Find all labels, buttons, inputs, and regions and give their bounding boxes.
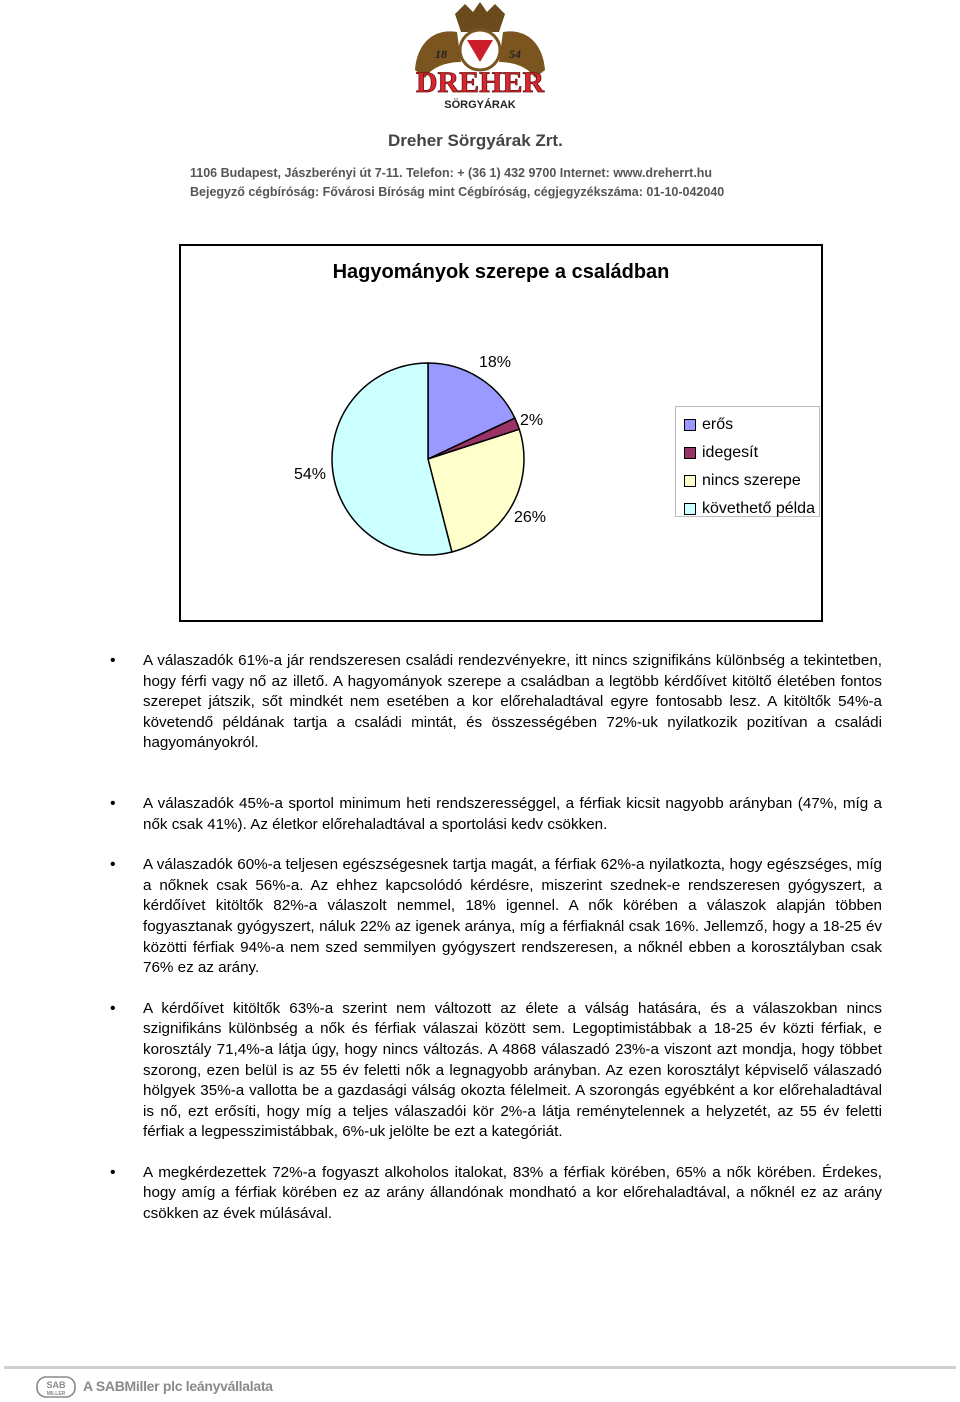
crest-crown-icon [455,2,505,32]
chart-legend [675,406,820,517]
dreher-logo [395,2,565,114]
list-item: • A válaszadók 61%-a jár rendszeresen családi rendezvényekre, itt nincs szignifikáns különbség a tekintetben, hogy férfi vagy nő az illető. A hagyományok szerepe a családban a legtöbb kérdőívet kitöltő életében fontos szerepet játszik, sőt mindkét nem esetében a kor előrehaladtával egyre fontosabb lesz. A kitöltők 54%-a követendő példának tartja a családi mintát, és összességében 72%-uk nyilatkozik pozitívan a családi hagyományokról. [110,651,882,754]
sabmiller-logo-top: SAB [46,1380,66,1390]
logo-year-left: 18 [435,47,447,61]
chart-title: Hagyományok szerepe a családban [332,261,670,283]
legend-item [684,495,819,523]
pie-label-kovetheto-pelda: 54% [294,466,327,483]
legend-label: idegesít [702,444,759,461]
sabmiller-logo [36,1376,76,1398]
list-item: • A válaszadók 45%-a sportol minimum heti rendszerességgel, a férfiak kicsit nagyobb arányban (47%, míg a nők csak 41%). Az életkor előrehaladtával a sportolási kedv csökken. [110,794,882,835]
company-registry: Bejegyző cégbíróság: Fővárosi Bíróság mint Cégbíróság, cégjegyzékszáma: 01-10-042040 [190,185,725,199]
legend-item [684,467,819,495]
list-item: • A válaszadók 60%-a teljesen egészségesnek tartja magát, a férfiak 62%-a nyilatkozta, hogy egészséges, míg a nőknek csak 56%-a. Az ehhez kapcsolódó kérdésre, miszerint szednek-e rendszeresen gyógyszert, a kérdőívet kitöltők 82%-a válaszolt nemmel, 18% igennel. A nők körében a válaszok alapján többen fogyasztanak gyógyszert, náluk 22% az igenek aránya, míg a férfiaknál csak 16%. Jellemző, hogy a 18-25 év közötti férfiak 94%-a nem szed semmilyen gyógyszert rendszeresen, a nőknél ebben a korosztályban csak 76% ez az arány. [110,855,882,979]
footer-divider [4,1366,956,1369]
legend-swatch [684,419,696,431]
logo-subtitle: SÖRGYÁRAK [444,99,516,111]
legend-label: erős [702,416,734,433]
legend-label: követhető példa [702,500,815,517]
chart-frame [179,244,823,622]
sabmiller-logo-bottom: MILLER [46,1391,66,1397]
list-item: • A megkérdezettek 72%-a fogyaszt alkoholos italokat, 83% a férfiak körében, 65% a nők körében. Érdekes, hogy amíg a férfiak körében ez az arány állandónak mondható a kor előrehaladtával, a nőknél ez az arány csökken az évek múlásával. [110,1163,882,1225]
pie-label-nincs-szerepe: 26% [514,509,547,526]
footer-subsidiary-text: A SABMiller plc leányvállalata [83,1378,273,1394]
legend-item [684,439,819,467]
legend-label: nincs szerepe [702,472,801,489]
company-address: 1106 Budapest, Jászberényi út 7-11. Telefon: + (36 1) 432 9700 Internet: www.dreherrt.hu [190,166,713,180]
summary-list [110,651,882,1225]
legend-swatch [684,503,696,515]
legend-item [684,411,819,439]
pie-label-eros: 18% [479,354,512,371]
logo-brand: DREHER [415,66,545,99]
pie-label-idegesit: 2% [520,412,544,429]
legend-swatch [684,447,696,459]
logo-year-right: 54 [509,47,521,61]
legend-swatch [684,475,696,487]
company-name: Dreher Sörgyárak Zrt. [388,131,563,150]
list-item: • A kérdőívet kitöltők 63%-a szerint nem változott az élete a válság hatására, és a válaszokban nincs szignifikáns különbség a nők és férfiak válaszai között sem. Legoptimistábbak a 18-25 év közti férfiak, e korosztály 71,4%-a látja úgy, hogy nincs változás. A 4868 válaszadó 23%-a viszont azt mondja, hogy többet szorong, ezen belül is az 55 év feletti nők a legnagyobb arányban. Az ezen korosztályt képviselő válaszadó hölgyek 35%-a vallotta be a gazdasági válság okozta félelmeit. A szorongás egyébként a kor előrehaladtával is nő, ezt erősíti, hogy míg a teljes válaszadói kör 2%-a látja reménytelennek a helyzetét, az 55 év feletti férfiak a legpesszimistábbak, 6%-uk jelölte be ezt a kategóriát. [110,999,882,1143]
